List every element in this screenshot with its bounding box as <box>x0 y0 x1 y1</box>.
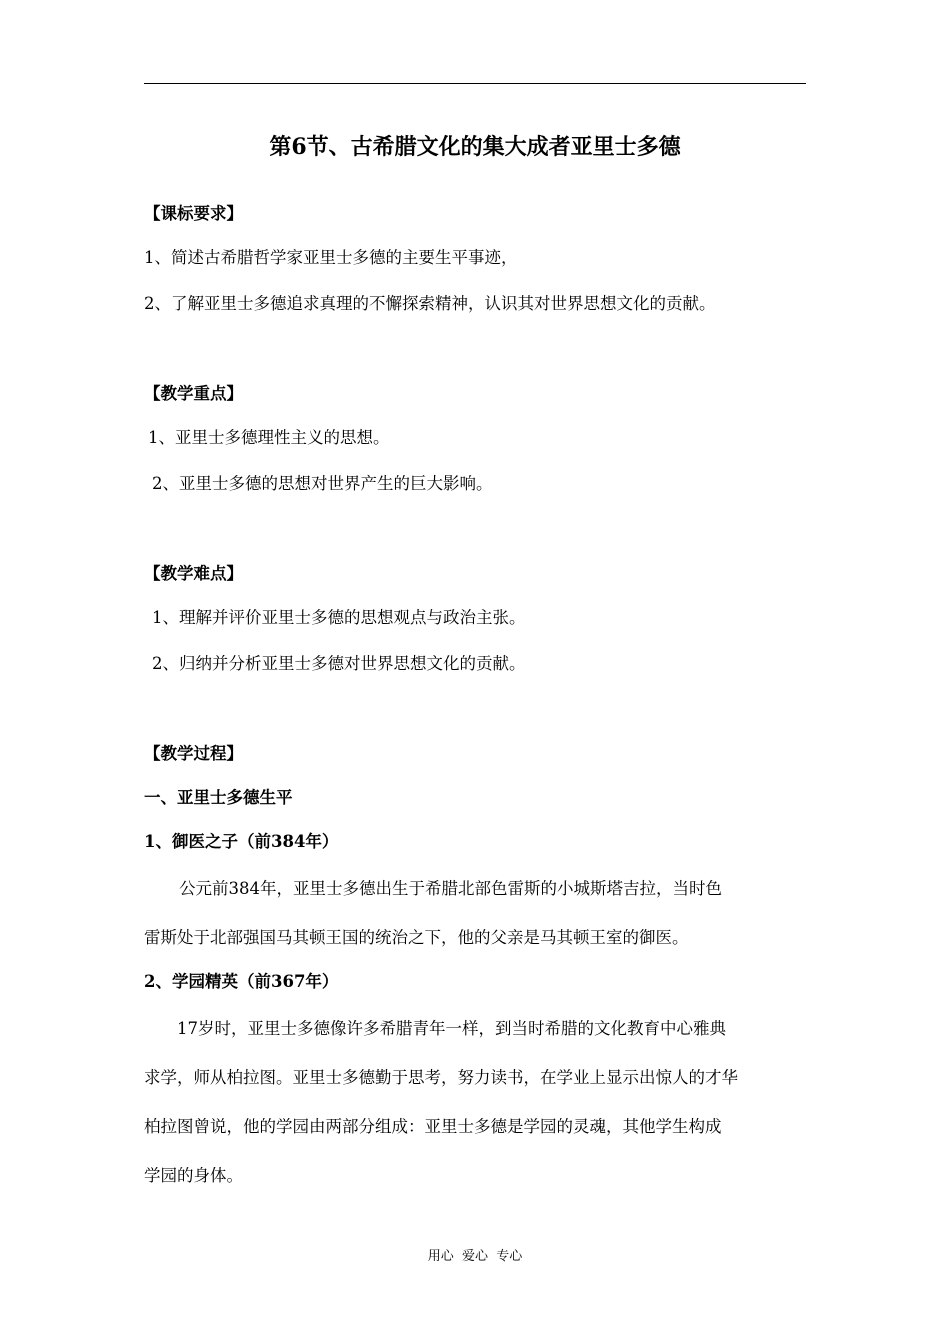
header-rule <box>144 83 806 84</box>
process-heading: 【教学过程】 <box>144 744 243 763</box>
standards-item-1: 1、简述古希腊哲学家亚里士多德的主要生平事迹， <box>144 248 518 267</box>
section-heading-biography: 一、亚里士多德生平 <box>144 788 293 807</box>
paragraph-line: 公元前384年，亚里士多德出生于希腊北部色雷斯的小城斯塔吉拉，当时色 <box>179 879 722 898</box>
difficulties-item-1: 1、理解并评价亚里士多德的思想观点与政治主张。 <box>152 608 526 627</box>
key-points-heading: 【教学重点】 <box>144 384 243 403</box>
difficulties-item-2: 2、归纳并分析亚里士多德对世界思想文化的贡献。 <box>152 654 526 673</box>
key-points-item-2: 2、亚里士多德的思想对世界产生的巨大影响。 <box>152 474 493 493</box>
difficulties-heading: 【教学难点】 <box>144 564 243 583</box>
key-points-item-1: 1、亚里士多德理性主义的思想。 <box>148 428 390 447</box>
paragraph-line: 求学，师从柏拉图。亚里士多德勤于思考，努力读书，在学业上显示出惊人的才华 <box>144 1068 738 1087</box>
page-footer: 用心 爱心 专心 <box>427 1249 523 1264</box>
paragraph-line: 学园的身体。 <box>144 1166 243 1185</box>
standards-item-2: 2、了解亚里士多德追求真理的不懈探索精神，认识其对世界思想文化的贡献。 <box>144 294 716 313</box>
page-title: 第6节、古希腊文化的集大成者亚里士多德 <box>269 134 681 160</box>
paragraph-line: 17岁时，亚里士多德像许多希腊青年一样，到当时希腊的文化教育中心雅典 <box>177 1019 726 1038</box>
subsection-heading-academy: 2、学园精英（前367年） <box>144 972 339 991</box>
paragraph-line: 柏拉图曾说，他的学园由两部分组成：亚里士多德是学园的灵魂，其他学生构成 <box>144 1117 722 1136</box>
subsection-heading-physician-son: 1、御医之子（前384年） <box>144 832 339 851</box>
standards-heading: 【课标要求】 <box>144 204 243 223</box>
paragraph-line: 雷斯处于北部强国马其顿王国的统治之下，他的父亲是马其顿王室的御医。 <box>144 928 689 947</box>
